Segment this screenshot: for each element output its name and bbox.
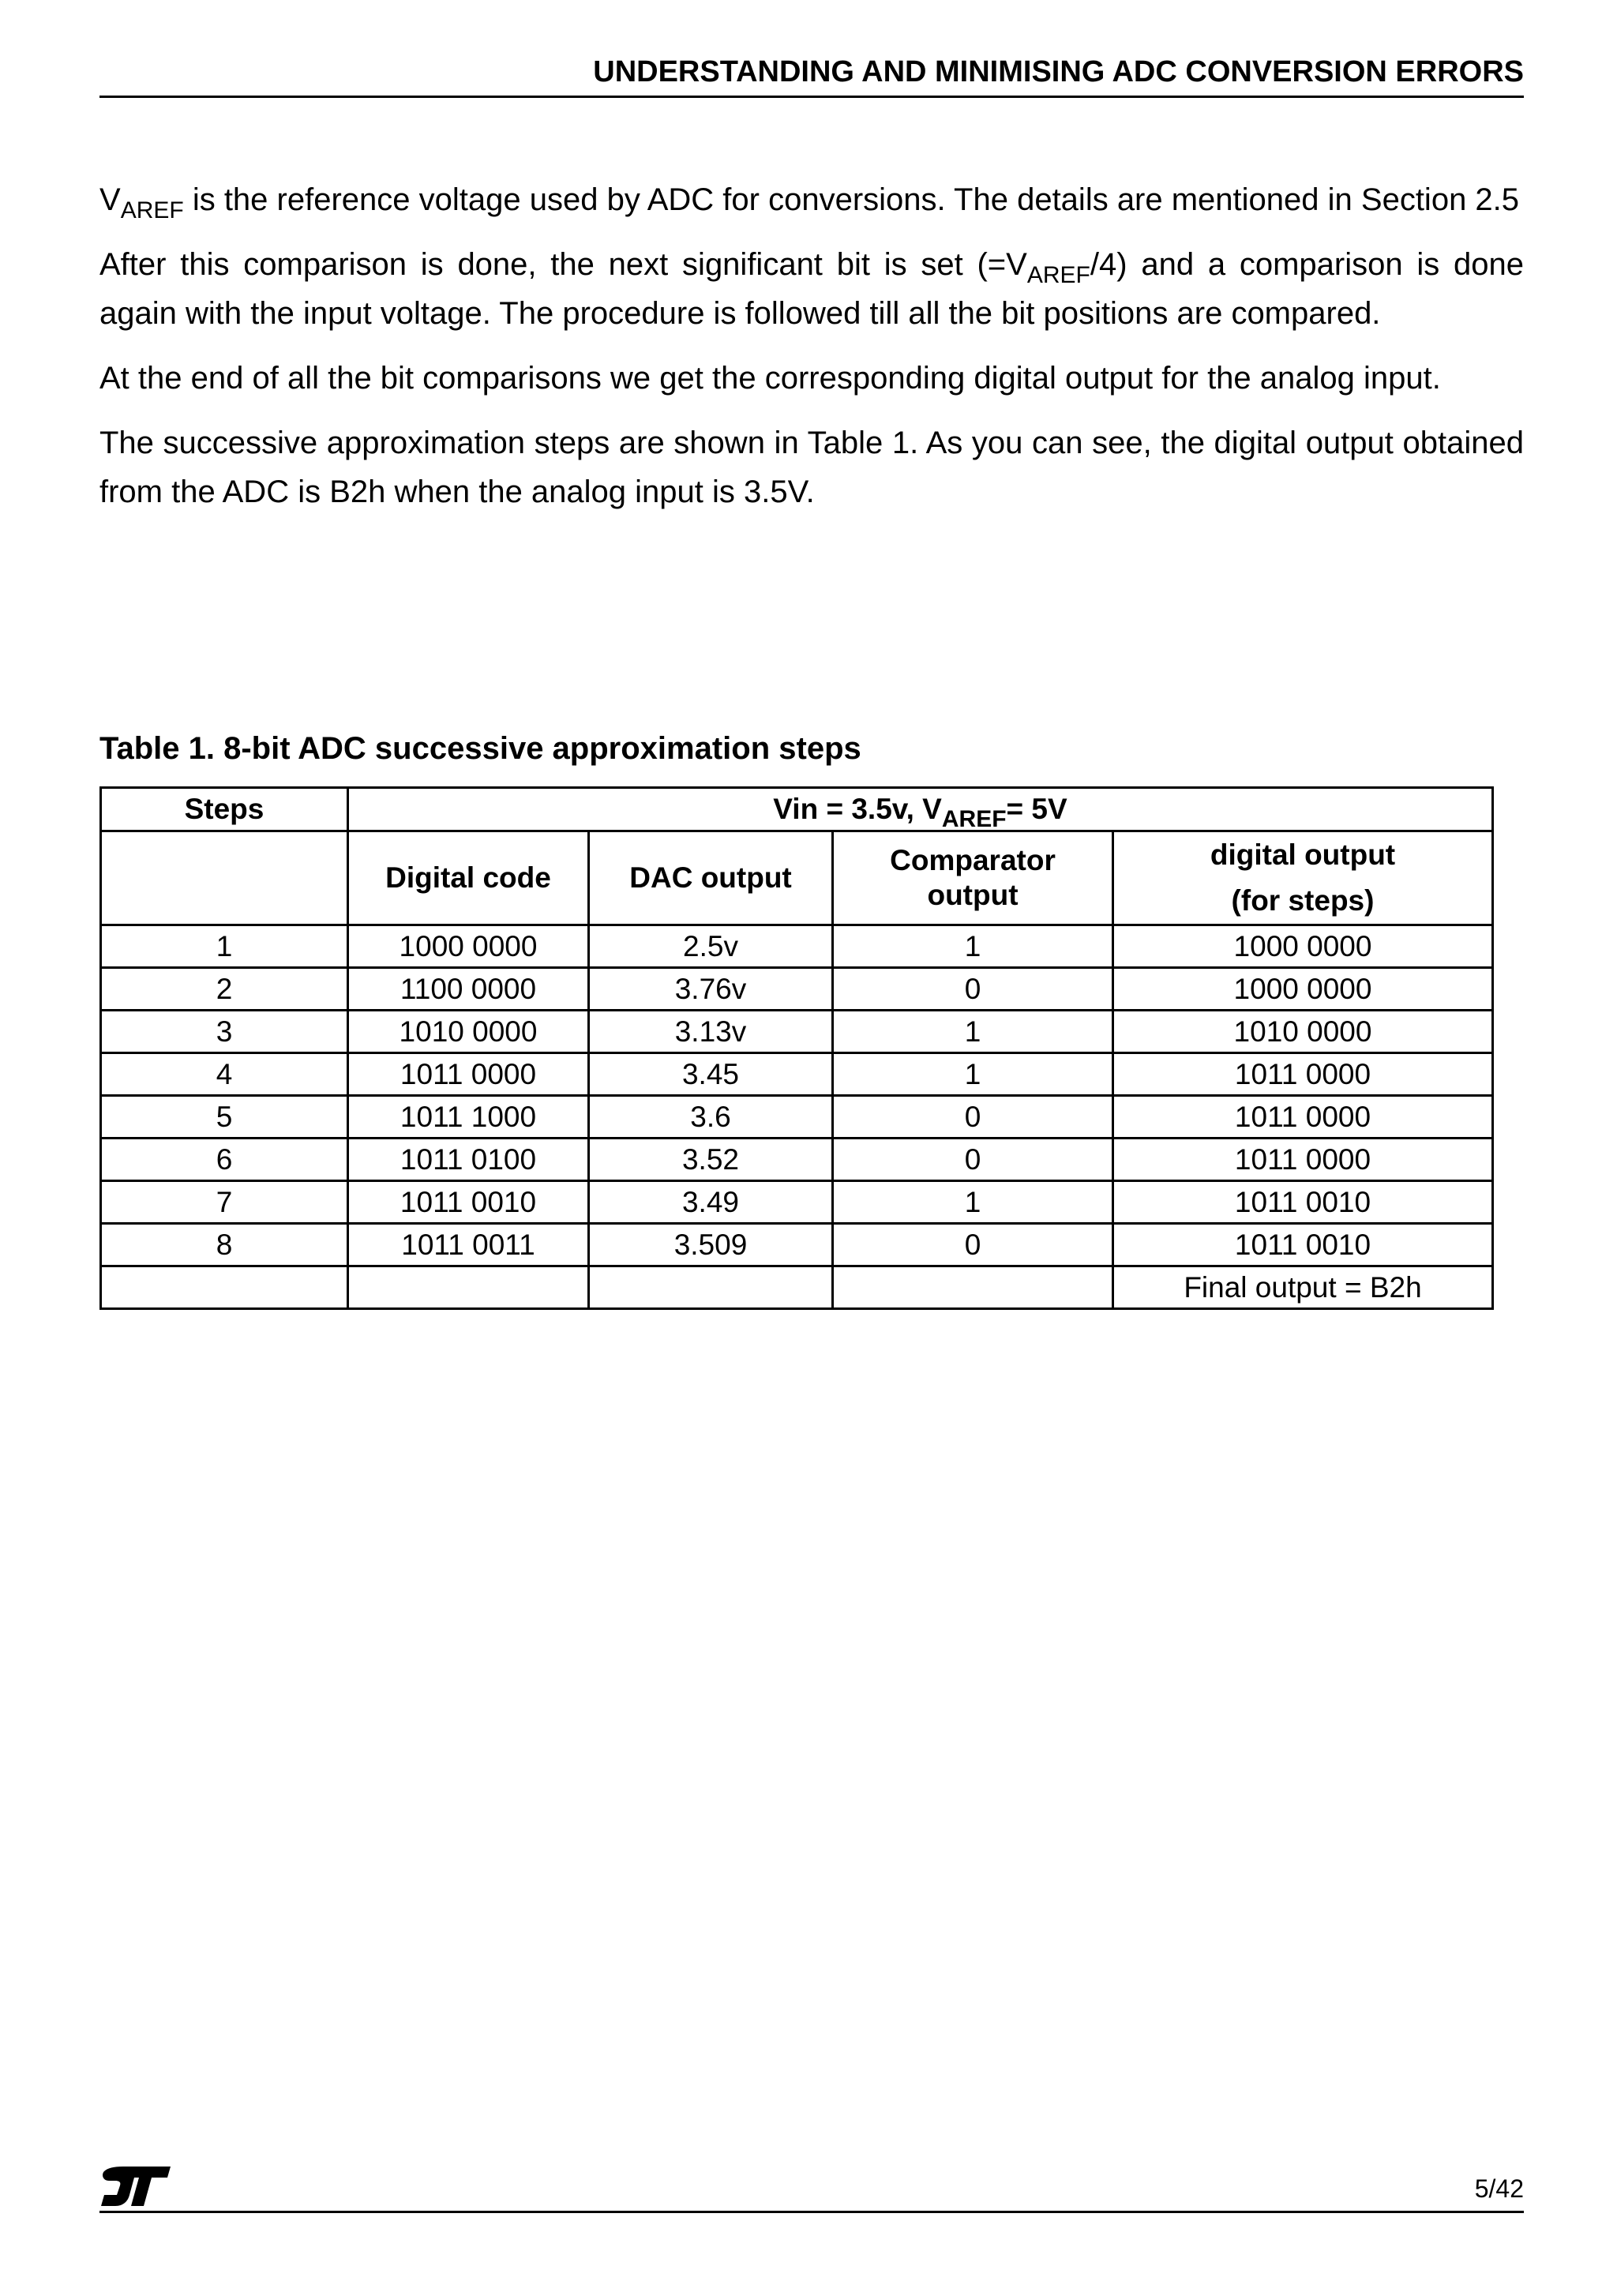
cell-dac-output: 3.52	[589, 1139, 833, 1181]
sar-steps-table	[99, 786, 1494, 1310]
running-header: UNDERSTANDING AND MINIMISING ADC CONVERSION ERRORS	[99, 49, 1524, 98]
cell-dac-output: 3.45	[589, 1053, 833, 1096]
table-header-row-2	[101, 831, 1493, 925]
header-digital-output-line2: (for steps)	[1231, 884, 1375, 917]
cell-empty	[589, 1266, 833, 1309]
st-logo-icon	[99, 2163, 172, 2208]
cell-digital-code: 1010 0000	[348, 1011, 589, 1053]
cell-empty	[101, 1266, 348, 1309]
cell-digital-code: 1000 0000	[348, 925, 589, 968]
cell-step: 3	[101, 1011, 348, 1053]
header-comparator-line1: Comparator	[890, 844, 1056, 876]
cell-dac-output: 3.76v	[589, 968, 833, 1011]
cell-step: 4	[101, 1053, 348, 1096]
table-row	[101, 925, 1493, 968]
table-row	[101, 968, 1493, 1011]
header-conditions	[348, 788, 1493, 831]
cell-step: 1	[101, 925, 348, 968]
cell-step: 6	[101, 1139, 348, 1181]
cell-digital-output: 1010 0000	[1113, 1011, 1493, 1053]
paragraph-1	[99, 175, 1524, 224]
cell-digital-output: 1011 0010	[1113, 1224, 1493, 1266]
cell-comparator-output: 0	[833, 1224, 1113, 1266]
header-comparator-line2: output	[927, 879, 1019, 911]
cell-digital-code: 1011 0100	[348, 1139, 589, 1181]
paragraph-2-text-b: /4) and a comparison is done again with the input voltage. The procedure is followed till all the bit positions are compared.	[99, 247, 1525, 331]
cell-dac-output: 3.6	[589, 1096, 833, 1139]
table-header-row-1	[101, 788, 1493, 831]
cell-final-output: Final output = B2h	[1113, 1266, 1493, 1309]
paragraph-3: At the end of all the bit comparisons we get the corresponding digital output for the analog input.	[99, 361, 1441, 396]
header-digital-code: Digital code	[348, 831, 589, 925]
body-text	[99, 175, 1524, 532]
cell-digital-code: 1011 0010	[348, 1181, 589, 1224]
cell-empty	[833, 1266, 1113, 1309]
header-steps: Steps	[101, 788, 348, 831]
table-row	[101, 1181, 1493, 1224]
cell-digital-output: 1000 0000	[1113, 925, 1493, 968]
cell-dac-output: 3.509	[589, 1224, 833, 1266]
header-digital-output	[1113, 831, 1493, 925]
cell-comparator-output: 1	[833, 1181, 1113, 1224]
cell-comparator-output: 0	[833, 1139, 1113, 1181]
table-row	[101, 1096, 1493, 1139]
table-row-final	[101, 1266, 1493, 1309]
cell-comparator-output: 1	[833, 925, 1113, 968]
cell-step: 5	[101, 1096, 348, 1139]
cell-comparator-output: 1	[833, 1053, 1113, 1096]
cell-comparator-output: 0	[833, 1096, 1113, 1139]
cell-step: 8	[101, 1224, 348, 1266]
cell-step: 7	[101, 1181, 348, 1224]
paragraph-1-text: is the reference voltage used by ADC for conversions. The details are mentioned in Section 2.5	[183, 182, 1520, 217]
header-blank	[101, 831, 348, 925]
paragraph-4: The successive approximation steps are shown in Table 1. As you can see, the digital output obtained from the ADC is B2h when the analog input is 3.5V.	[99, 426, 1524, 509]
cell-digital-output: 1011 0000	[1113, 1096, 1493, 1139]
cell-step: 2	[101, 968, 348, 1011]
paragraph-2-text-a: After this comparison is done, the next significant bit is set (=V	[99, 247, 1027, 282]
paragraph-2	[99, 240, 1524, 338]
cell-dac-output: 3.13v	[589, 1011, 833, 1053]
table-caption: Table 1. 8-bit ADC successive approximation steps	[99, 731, 861, 766]
page-number: 5/42	[1474, 2174, 1524, 2203]
table-row	[101, 1053, 1493, 1096]
cell-digital-output: 1011 0000	[1113, 1139, 1493, 1181]
header-digital-output-line1: digital output	[1210, 838, 1396, 871]
cell-digital-code: 1100 0000	[348, 968, 589, 1011]
cell-dac-output: 2.5v	[589, 925, 833, 968]
footer-rule	[99, 2211, 1524, 2213]
vref-subscript: AREF	[1026, 262, 1090, 288]
header-comparator-output	[833, 831, 1113, 925]
vref-subscript: AREF	[120, 197, 184, 223]
cell-comparator-output: 0	[833, 968, 1113, 1011]
header-dac-output: DAC output	[589, 831, 833, 925]
cell-digital-code: 1011 0011	[348, 1224, 589, 1266]
table-row	[101, 1011, 1493, 1053]
cell-digital-code: 1011 0000	[348, 1053, 589, 1096]
header-conditions-text-end: = 5V	[1006, 793, 1067, 825]
cell-digital-output: 1011 0000	[1113, 1053, 1493, 1096]
table-row	[101, 1139, 1493, 1181]
cell-dac-output: 3.49	[589, 1181, 833, 1224]
vref-subscript: AREF	[941, 806, 1007, 832]
header-conditions-text: Vin = 3.5v, V	[773, 793, 942, 825]
cell-digital-code: 1011 1000	[348, 1096, 589, 1139]
cell-digital-output: 1011 0010	[1113, 1181, 1493, 1224]
table-row	[101, 1224, 1493, 1266]
cell-comparator-output: 1	[833, 1011, 1113, 1053]
cell-digital-output: 1000 0000	[1113, 968, 1493, 1011]
vref-symbol: V	[99, 182, 121, 217]
cell-empty	[348, 1266, 589, 1309]
